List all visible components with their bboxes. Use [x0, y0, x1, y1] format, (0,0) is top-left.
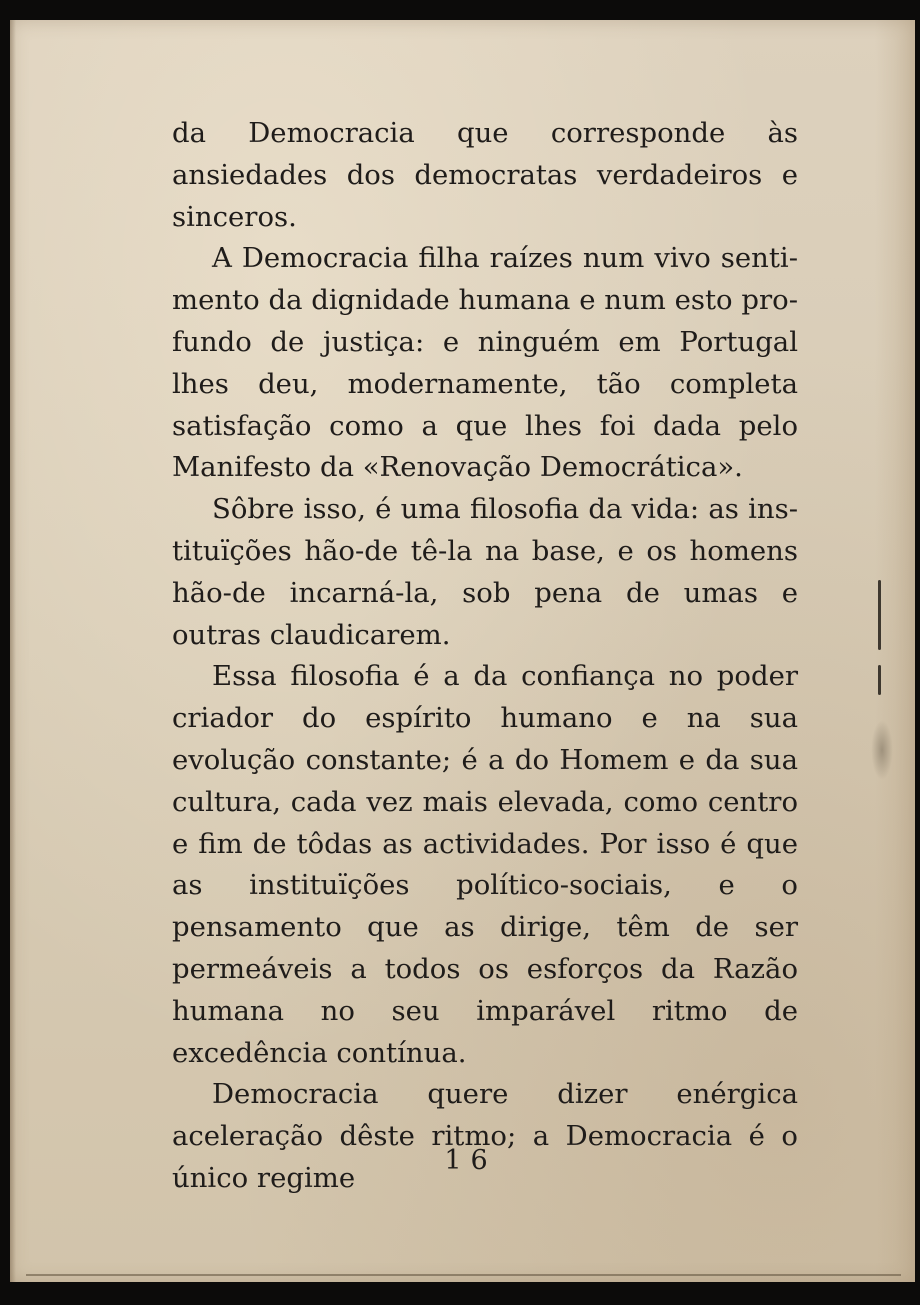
paragraph-5: Democracia quere dizer enérgica aceleração dêste ritmo; a Democracia é o único regime — [172, 1078, 798, 1194]
margin-ink-mark — [878, 665, 881, 695]
page-number: 16 — [444, 1145, 497, 1176]
paragraph-1: da Democracia que corresponde às ansiedades dos democratas verdadeiros e sinceros. — [172, 117, 798, 233]
paragraph-4: Essa filosofia é a da confiança no poder criador do espírito humano e na sua evolução constante; é a do Homem e da sua cultura, cada vez mais elevada, como centro e fim de tôdas as actividades. Por isso é que as instituïções político-sociais, e o pensamento que as dirige, têm de ser permeáveis a todos os esforços da Razão humana no seu imparável ritmo de excedência contínua. — [172, 660, 798, 1069]
margin-ink-mark — [878, 580, 881, 650]
page-edge-shadow — [10, 20, 16, 1282]
book-page — [10, 20, 915, 1282]
paragraph-2: A Democracia filha raízes num vivo sentimento da dignidade humana e num esto profundo de justiça: e ninguém em Portugal lhes deu, modernamente, tão completa satisfação como a que lhes foi dada pelo Manifesto da «Renovação Democrática». — [172, 242, 798, 484]
margin-smudge — [871, 720, 893, 780]
page-edge-wear — [875, 20, 915, 1282]
paragraph-3: Sôbre isso, é uma filosofia da vida: as instituïções hão-de tê-la na base, e os homens hão-de incarná-la, sob pena de umas e outras claudicarem. — [172, 493, 798, 651]
page-bottom-edge — [26, 1274, 901, 1276]
body-text — [172, 113, 798, 1200]
